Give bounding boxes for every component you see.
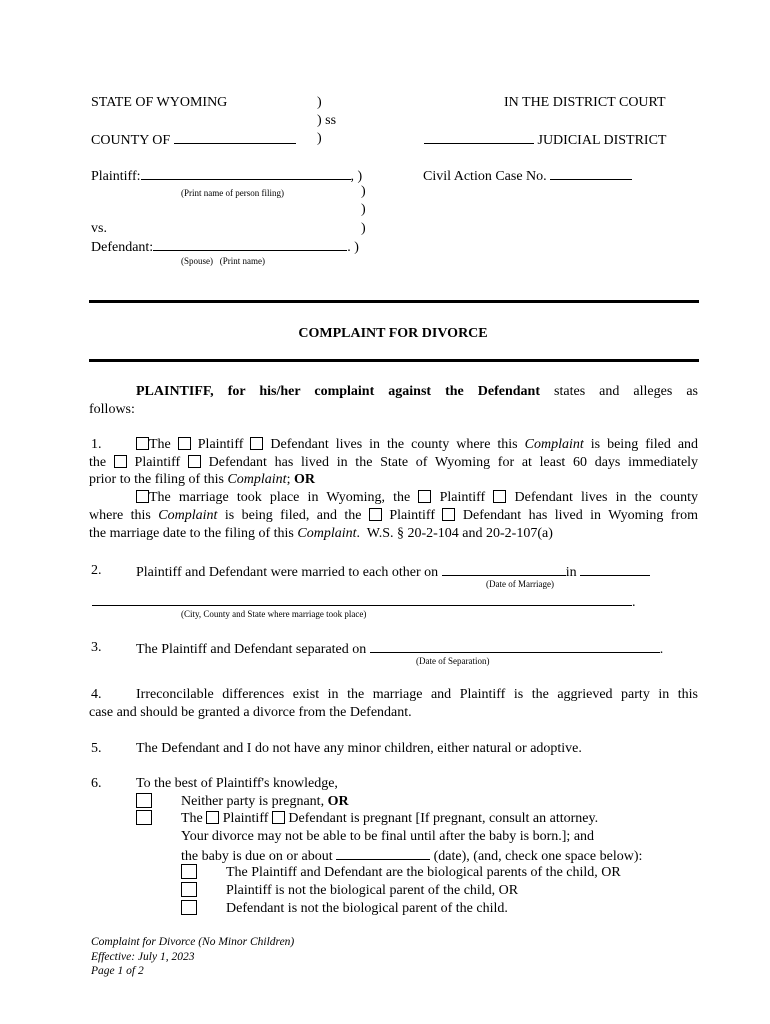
p6-or: OR <box>327 794 349 809</box>
due-date-blank[interactable] <box>336 846 430 860</box>
p1-line5 <box>89 507 698 525</box>
plaintiff-row <box>91 166 362 185</box>
p3-text: The Plaintiff and Defendant separated on <box>136 642 367 657</box>
p1-text: Defendant has lived in the State of Wyoming for at least 60 days immediately <box>208 455 699 470</box>
p6-sub2: Plaintiff is not the biological parent of the child, OR <box>226 883 519 898</box>
p6-text: the baby is due on or about <box>181 849 333 864</box>
p4-line1: Irreconcilable differences exist in the marriage and Plaintiff is the aggrieved party in this <box>136 687 698 702</box>
p1-text: Defendant lives in the county where this <box>270 437 518 452</box>
p1-text: Plaintiff <box>197 437 244 452</box>
caption-paren: . ) <box>347 240 359 255</box>
state-label: STATE OF WYOMING <box>91 95 228 110</box>
footer-effective-date: Effective: July 1, 2023 <box>91 951 195 963</box>
top-rule <box>89 300 699 303</box>
p6-lead: To the best of Plaintiff's knowledge, <box>136 776 338 791</box>
p6-text: (date), (and, check one space below): <box>433 849 643 864</box>
case-number-label: Civil Action Case No. <box>423 169 547 184</box>
p1-text: the marriage date to the filing of this <box>89 526 294 541</box>
p6-number: 6. <box>91 776 102 791</box>
marriage-place-hint: (City, County and State where marriage took place) <box>181 609 367 619</box>
p1-defendant-checkbox-4[interactable] <box>442 508 455 521</box>
p6-text: The <box>181 811 203 826</box>
p6-not-pregnant-checkbox[interactable] <box>136 793 152 808</box>
defendant-name-blank[interactable] <box>153 237 347 251</box>
marriage-date-hint: (Date of Marriage) <box>486 579 554 589</box>
separation-date-blank[interactable] <box>370 639 660 653</box>
p5-text: The Defendant and I do not have any minor children, either natural or adoptive. <box>136 741 582 756</box>
caption-paren: , ) <box>350 169 363 184</box>
intro-bold: PLAINTIFF, for his/her complaint against the Defendant <box>136 384 541 399</box>
p1-text: Defendant has lived in Wyoming from <box>462 508 699 523</box>
p2-period: . <box>632 595 636 610</box>
p3-period: . <box>659 642 664 657</box>
p6-sub1-box <box>181 864 197 882</box>
caption-paren: ) <box>361 202 366 217</box>
marriage-county-blank[interactable] <box>580 562 650 576</box>
p6-line3: Your divorce may not be able to be final until after the baby is born.]; and <box>181 829 595 844</box>
p6-text: Defendant is pregnant [If pregnant, consult an attorney. <box>288 811 599 826</box>
plaintiff-label: Plaintiff: <box>91 169 141 184</box>
p1-text: The marriage took place in Wyoming, the <box>149 490 411 505</box>
p1-text: ; <box>286 472 291 487</box>
p1-defendant-checkbox-3[interactable] <box>493 490 506 503</box>
judicial-row <box>424 130 666 149</box>
p1-complaint-italic: Complaint <box>524 437 584 452</box>
p4-number: 4. <box>91 687 102 702</box>
court-label: IN THE DISTRICT COURT <box>504 95 666 110</box>
p2-text: Plaintiff and Defendant were married to each other on <box>136 565 439 580</box>
footer-form-name: Complaint for Divorce (No Minor Children) <box>91 936 295 948</box>
p1-complaint-italic: Complaint <box>297 526 357 541</box>
p1-text: The <box>149 437 171 452</box>
caption-ss: ) ss <box>317 113 337 128</box>
p6-text: Plaintiff <box>222 811 269 826</box>
p1-text: Plaintiff <box>439 490 486 505</box>
p1-line2 <box>89 454 698 472</box>
case-number-row <box>423 166 632 185</box>
p6-defendant-pregnant-checkbox[interactable] <box>272 811 285 824</box>
p1-plaintiff-checkbox-2[interactable] <box>114 455 127 468</box>
defendant-hint: (Spouse) (Print name) <box>181 256 265 266</box>
p6-text: Neither party is pregnant, <box>181 794 325 809</box>
p1-or: OR <box>293 472 315 487</box>
marriage-place-blank[interactable] <box>92 592 632 606</box>
caption-paren: ) <box>317 95 322 110</box>
p1-line1 <box>136 436 698 454</box>
marriage-date-blank[interactable] <box>442 562 566 576</box>
p2-in: in <box>565 565 577 580</box>
p6-option2 <box>181 810 598 827</box>
p1-plaintiff-checkbox-4[interactable] <box>369 508 382 521</box>
p6-option2-row <box>136 810 152 828</box>
p6-sub3: Defendant is not the biological parent of the child. <box>226 901 508 916</box>
p1-text: Defendant lives in the county <box>514 490 698 505</box>
p1-line6 <box>89 525 698 543</box>
p1-statute: . W.S. § 20-2-104 and 20-2-107(a) <box>356 526 553 541</box>
p1-line3 <box>89 471 698 489</box>
p1-text: is being filed, and the <box>224 508 362 523</box>
p1-number: 1. <box>91 437 102 452</box>
document-title: COMPLAINT FOR DIVORCE <box>298 326 488 341</box>
p1-defendant-checkbox[interactable] <box>250 437 263 450</box>
p1-complaint-italic: Complaint <box>227 472 287 487</box>
p5-number: 5. <box>91 741 102 756</box>
p6-both-parents-checkbox[interactable] <box>181 864 197 879</box>
p6-sub1: The Plaintiff and Defendant are the biological parents of the child, OR <box>226 865 621 880</box>
bottom-rule <box>89 359 699 362</box>
p6-option1-row <box>136 793 152 811</box>
p1-defendant-checkbox-2[interactable] <box>188 455 201 468</box>
p1-text: Plaintiff <box>389 508 436 523</box>
p1-plaintiff-checkbox-3[interactable] <box>418 490 431 503</box>
p2-number: 2. <box>91 563 102 578</box>
p1-text: Plaintiff <box>134 455 181 470</box>
p1-option-marriage-checkbox[interactable] <box>136 490 149 503</box>
county-row <box>91 130 296 149</box>
separation-date-hint: (Date of Separation) <box>416 656 490 666</box>
intro-line2: follows: <box>89 402 135 417</box>
judicial-district-blank[interactable] <box>424 130 534 144</box>
case-number-blank[interactable] <box>550 166 632 180</box>
plaintiff-name-blank[interactable] <box>141 166 351 180</box>
p1-line4 <box>136 489 698 507</box>
plaintiff-hint: (Print name of person filing) <box>181 188 284 198</box>
vs-label: vs. <box>91 221 107 236</box>
judicial-label: JUDICIAL DISTRICT <box>537 133 667 148</box>
p1-text: prior to the filing of this <box>89 472 224 487</box>
defendant-row <box>91 237 359 256</box>
county-label: COUNTY OF <box>91 133 171 148</box>
p4-line2: case and should be granted a divorce from the Defendant. <box>89 705 412 720</box>
p1-option-county-checkbox[interactable] <box>136 437 149 450</box>
intro-rest: states and alleges as <box>554 384 698 399</box>
caption-paren: ) <box>361 221 366 236</box>
p6-line4 <box>181 846 642 865</box>
p2-line <box>136 562 650 581</box>
p6-defendant-not-parent-checkbox[interactable] <box>181 900 197 915</box>
footer-page-number: Page 1 of 2 <box>91 965 144 977</box>
intro-line1 <box>136 383 698 401</box>
county-blank[interactable] <box>174 130 296 144</box>
p6-sub3-box <box>181 900 197 918</box>
p1-text: is being filed and <box>590 437 699 452</box>
p6-option1 <box>181 793 349 810</box>
p3-number: 3. <box>91 640 102 655</box>
p1-text: where this <box>89 508 151 523</box>
p3-line <box>136 639 663 658</box>
caption-paren: ) <box>317 131 322 146</box>
p6-sub2-box <box>181 882 197 900</box>
p1-text: the <box>89 455 107 470</box>
p6-pregnant-checkbox[interactable] <box>136 810 152 825</box>
caption-paren: ) <box>361 184 366 199</box>
p6-plaintiff-pregnant-checkbox[interactable] <box>206 811 219 824</box>
defendant-label: Defendant: <box>91 240 154 255</box>
p1-complaint-italic: Complaint <box>158 508 218 523</box>
p6-plaintiff-not-parent-checkbox[interactable] <box>181 882 197 897</box>
p1-plaintiff-checkbox[interactable] <box>178 437 191 450</box>
